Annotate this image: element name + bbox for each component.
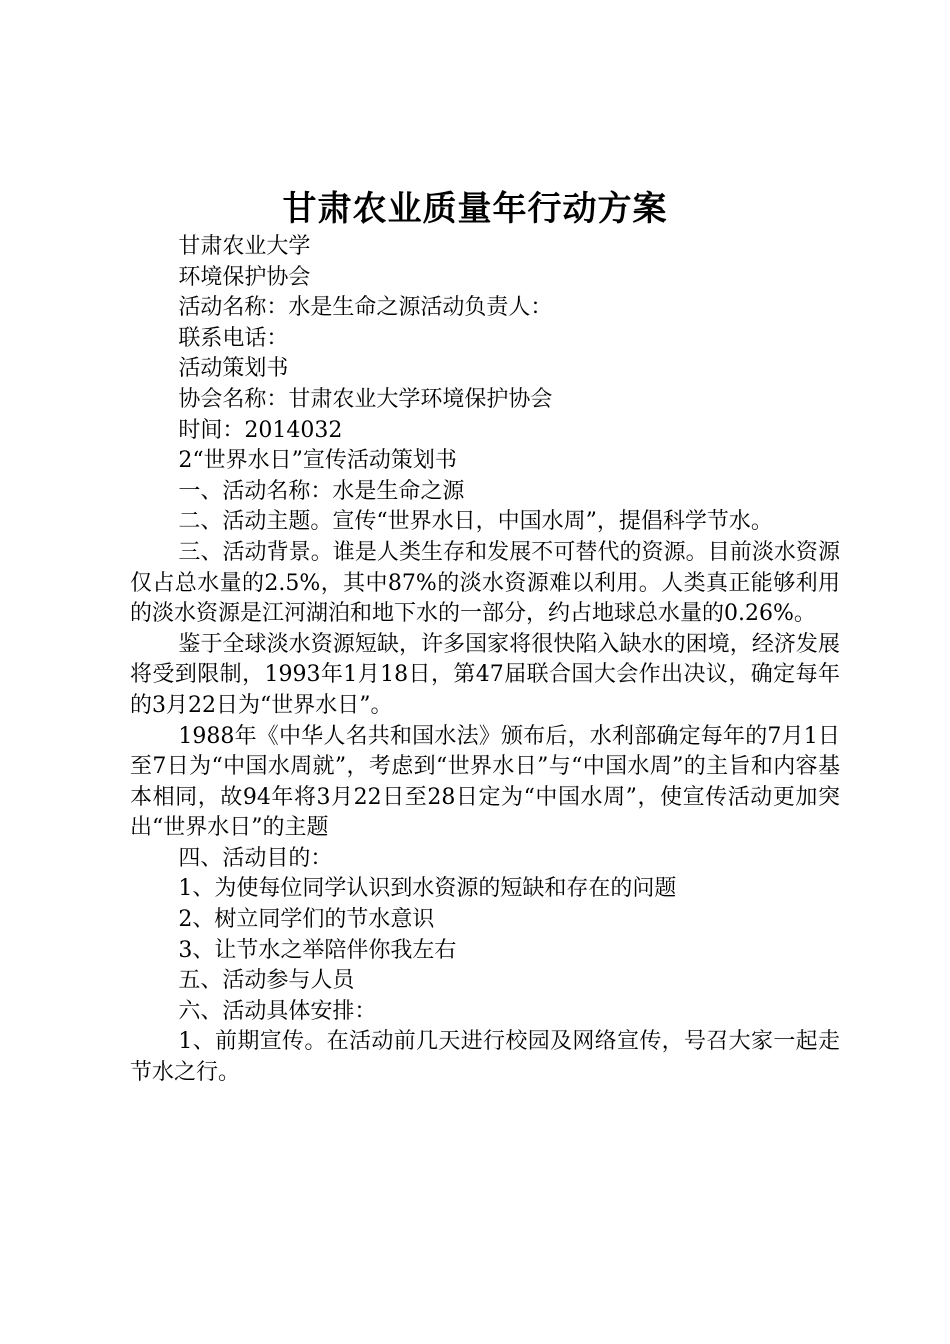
paragraph-water-shortage: 鉴于全球淡水资源短缺，许多国家将很快陷入缺水的困境，经济发展将受到限制，1993年1月18日，第47届联合国大会作出决议，确定每年的3月22日为“世界水日”。 bbox=[130, 631, 840, 718]
paragraph-association-name: 协会名称：甘肃农业大学环境保护协会 bbox=[178, 386, 553, 412]
paragraph-association: 环境保护协会 bbox=[178, 264, 311, 290]
paragraph-goal-3: 3、让节水之举陪伴你我左右 bbox=[178, 937, 457, 963]
document-title: 甘肃农业质量年行动方案 bbox=[282, 189, 668, 229]
paragraph-phone: 联系电话： bbox=[178, 325, 289, 351]
paragraph-activity-name-leader: 活动名称：水是生命之源活动负责人： bbox=[178, 295, 553, 321]
paragraph-time: 时间：2014032 bbox=[178, 417, 343, 443]
paragraph-section-5: 五、活动参与人员 bbox=[178, 968, 355, 994]
paragraph-goal-2: 2、树立同学们的节水意识 bbox=[178, 907, 435, 933]
paragraph-section-2: 二、活动主题。宣传“世界水日，中国水周”，提倡科学节水。 bbox=[178, 509, 773, 535]
paragraph-plan-title: 2“世界水日”宣传活动策划书 bbox=[178, 448, 457, 474]
paragraph-plan-label: 活动策划书 bbox=[178, 356, 289, 382]
paragraph-section-4: 四、活动目的： bbox=[178, 845, 333, 871]
paragraph-section-6: 六、活动具体安排： bbox=[178, 998, 377, 1024]
paragraph-water-law: 1988年《中华人名共和国水法》颁布后，水利部确定每年的7月1日至7日为“中国水周就”，考虑到“世界水日”与“中国水周”的主旨和内容基本相同，故94年将3月22日至28日定为“中国水周”，使宣传活动更加突出“世界水日”的主题 bbox=[130, 723, 840, 841]
document-body bbox=[130, 232, 840, 1089]
paragraph-university: 甘肃农业大学 bbox=[178, 234, 311, 259]
paragraph-section-3: 三、活动背景。谁是人类生存和发展不可替代的资源。目前淡水资源仅占总水量的2.5%，其中87%的淡水资源难以利用。人类真正能够利用的淡水资源是江河湖泊和地下水的一部分，约占地球总水量的0.26%。 bbox=[130, 539, 840, 627]
paragraph-goal-1: 1、为使每位同学认识到水资源的短缺和存在的问题 bbox=[178, 876, 677, 902]
paragraph-section-1: 一、活动名称：水是生命之源 bbox=[178, 478, 465, 504]
paragraph-step-1: 1、前期宣传。在活动前几天进行校园及网络宣传，号召大家一起走节水之行。 bbox=[130, 1029, 840, 1086]
